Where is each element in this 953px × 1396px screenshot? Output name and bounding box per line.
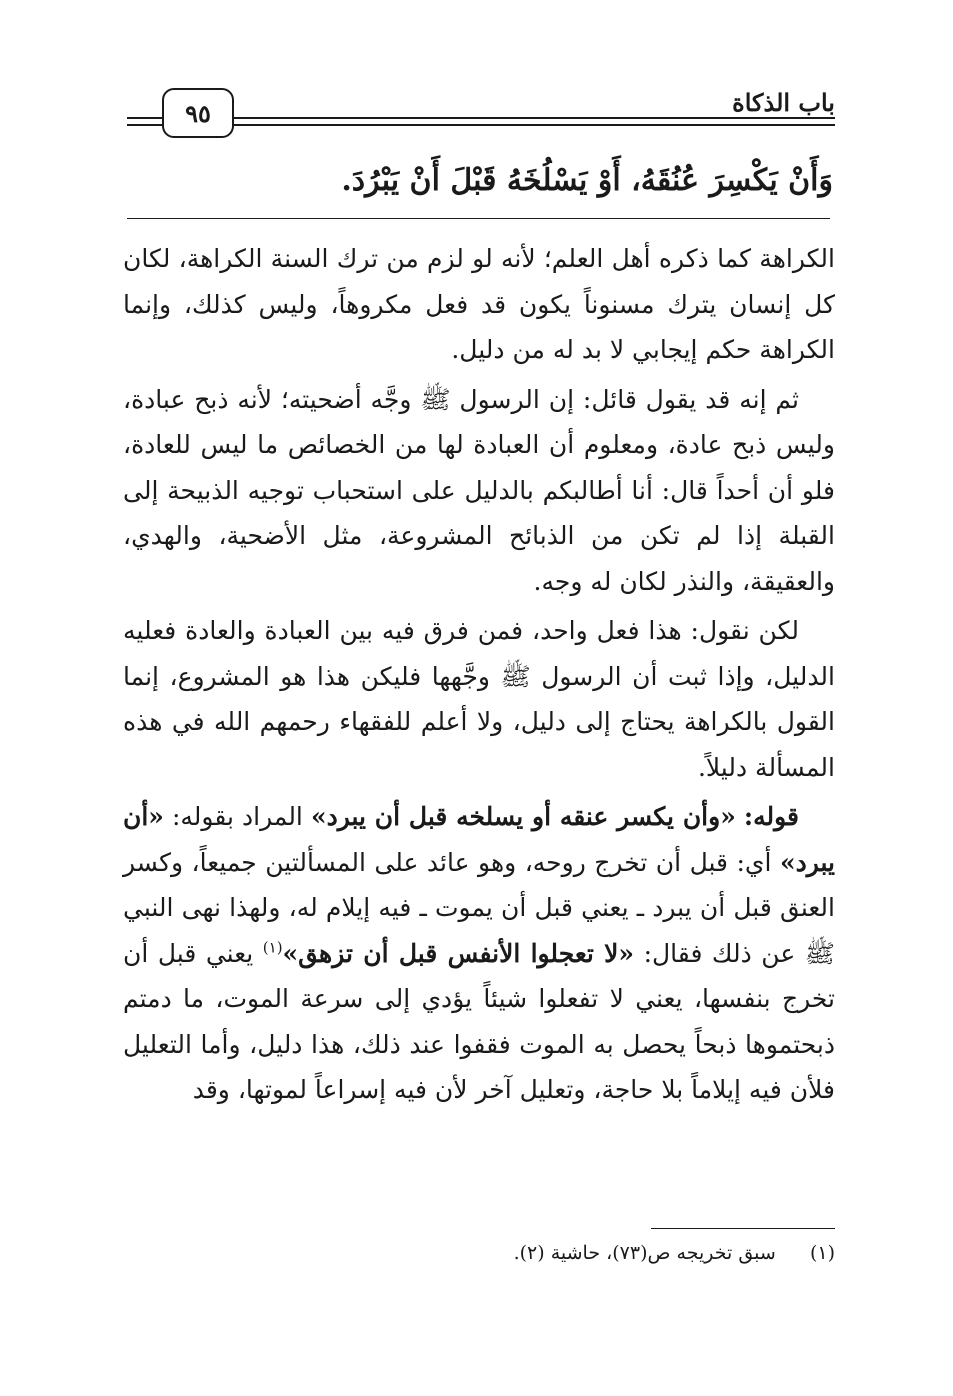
quoted-matn: «وأن يكسر عنقه أو يسلخه قبل أن يبرد» (310, 802, 736, 831)
chapter-title: باب الذكاة (732, 88, 835, 117)
hadith-quote: «لا تعجلوا الأنفس قبل أن تزهق» (282, 938, 635, 968)
matn-separator (127, 218, 830, 219)
qawluhu-label: قوله: (743, 802, 799, 831)
matn-text: وَأَنْ يَكْسِرَ عُنُقَهُ، أَوْ يَسْلُخَهُ قَبْلَ أَنْ يَبْرُدَ. (341, 163, 833, 198)
paragraph-2: ثم إنه قد يقول قائل: إن الرسول ﷺ وجَّه أضحيته؛ لأنه ذبح عبادة، وليس ذبح عادة، ومعلوم أن العبادة لها من الخصائص ما ليس للعادة، فلو أن أحداً قال: أنا أطالبكم بالدليل على استحباب توجيه الذبيحة إلى القبلة إذا لم تكن من الذبائح المشروعة، مثل الأضحية، والهدي، والعقيقة، والنذر لكان له وجه. (123, 384, 835, 596)
commentary-body (123, 236, 835, 1113)
footnote-text: سبق تخريجه ص(٧٣)، حاشية (٢). (513, 1242, 776, 1264)
paragraph-1: الكراهة كما ذكره أهل العلم؛ لأنه لو لزم من ترك السنة الكراهة، لكان كل إنسان يترك مسنوناً يكون قد فعل مكروهاً، وليس كذلك، وإنما الكراهة حكم إيجابي لا بد له من دليل. (123, 244, 835, 364)
header-rule-left-bottom (127, 124, 164, 126)
paragraph-4-text-1: المراد بقوله: (163, 802, 311, 831)
paragraph-3: لكن نقول: هذا فعل واحد، فمن فرق فيه بين العبادة والعادة فعليه الدليل، وإذا ثبت أن الرسول ﷺ وجَّهها فليكن هذا هو المشروع، إنما القول بالكراهة يحتاج إلى دليل، ولا أعلم للفقهاء رحمهم الله في هذه المسألة دليلاً. (123, 616, 836, 782)
paragraph-4 (123, 794, 835, 1113)
paragraph-4-text-3: يعني قبل أن تخرج بنفسها، يعني لا تفعلوا شيئاً يؤدي إلى سرعة الموت، ما دمتم ذبحتموها ذبحاً يحصل به الموت فقفوا عند ذلك، هذا دليل، وأما التعليل فلأن فيه إيلاماً بلا حاجة، وتعليل آخر لأن فيه إسراعاً لموتها، وقد (123, 938, 835, 1104)
page-number: ٩٥ (162, 88, 234, 138)
header-rule-right-top (230, 117, 835, 119)
header-rule-left-top (127, 117, 164, 119)
header-rule-right-bottom (230, 124, 835, 126)
footnote-ref: (١) (262, 938, 283, 957)
footnote (123, 1238, 835, 1268)
paragraph-4-text-2: أي: قبل أن تخرج روحه، وهو عائد على المسألتين جميعاً، وكسر العنق قبل أن يبرد ـ يعني قبل أن يموت ـ فيه إيلام له، ولهذا نهى النبي ﷺ عن ذلك فقال: (123, 847, 835, 968)
quoted-word: «أن يبرد» (123, 802, 835, 877)
footnote-separator (651, 1228, 835, 1229)
footnote-number: (١) (809, 1242, 835, 1264)
